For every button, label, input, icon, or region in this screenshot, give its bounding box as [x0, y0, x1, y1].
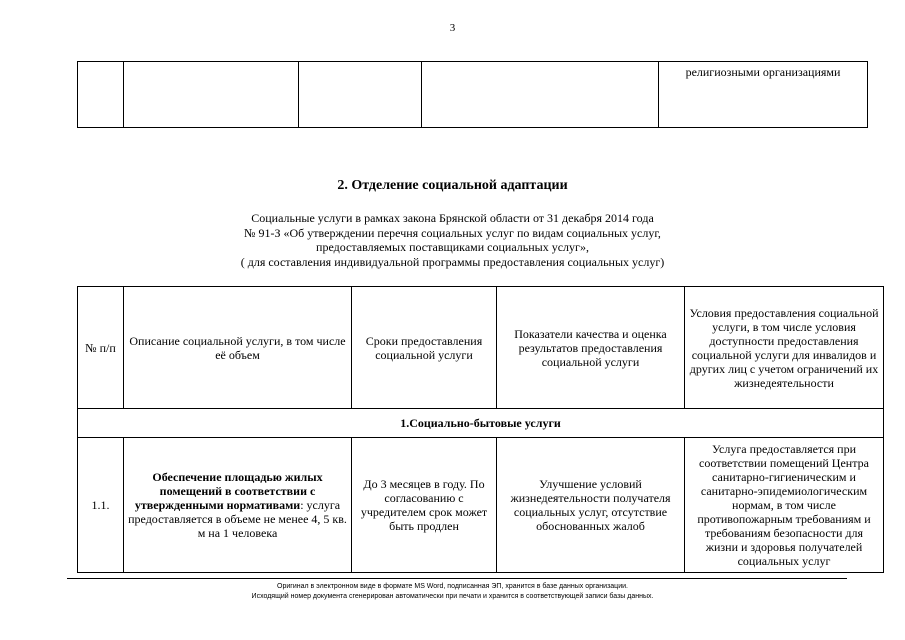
header-num: № п/п	[78, 287, 124, 409]
footer-line-2: Исходящий номер документа сгенерирован автоматически при печати и хранится в соответствующей записи базы данных.	[251, 593, 654, 600]
group-title: 1.Социально-бытовые услуги	[78, 409, 884, 438]
continuation-table	[77, 61, 868, 128]
header-quality: Показатели качества и оценка результатов предоставления социальной услуги	[497, 287, 685, 409]
subtitle	[0, 211, 905, 269]
description-rest: : услуга предоставляется в объеме не менее 4, 5 кв. м на 1 человека	[128, 498, 347, 540]
table-cell	[78, 62, 124, 128]
row-terms: До 3 месяцев в году. По согласованию с учредителем срок может быть продлен	[352, 438, 497, 573]
subtitle-line: Социальные услуги в рамках закона Брянской области от 31 декабря 2014 года	[251, 211, 654, 225]
table-cell	[422, 62, 659, 128]
row-description	[124, 438, 352, 573]
header-terms: Сроки предоставления социальной услуги	[352, 287, 497, 409]
subtitle-line: предоставляемых поставщиками социальных услуг»,	[316, 240, 589, 254]
services-table	[77, 286, 884, 573]
table-cell: религиозными организациями	[659, 62, 868, 128]
table-row	[78, 62, 868, 128]
header-description: Описание социальной услуги, в том числе её объем	[124, 287, 352, 409]
subtitle-line: № 91-З «Об утверждении перечня социальных услуг по видам социальных услуг,	[244, 225, 661, 240]
row-conditions: Услуга предоставляется при соответствии помещений Центра санитарно-гигиеническим и санитарно-эпидемиологическим нормам, в том числе противопожарным требованиям и требованиям безопасности для жизни и здоровья получателей социальных услуг	[685, 438, 884, 573]
footer-line-1: Оригинал в электронном виде в формате MS Word, подписанная ЭП, хранится в базе данных организации.	[277, 583, 628, 590]
table-header-row	[78, 287, 884, 409]
subtitle-line: ( для составления индивидуальной программы предоставления социальных услуг)	[240, 254, 665, 269]
row-quality: Улучшение условий жизнедеятельности получателя социальных услуг, отсутствие обоснованных жалоб	[497, 438, 685, 573]
group-row	[78, 409, 884, 438]
row-num: 1.1.	[78, 438, 124, 573]
table-cell	[299, 62, 422, 128]
description-bold: Обеспечение площадью жилых помещений в соответствии с утвержденными нормативами	[134, 470, 323, 512]
section-title: 2. Отделение социальной адаптации	[337, 178, 568, 193]
table-cell	[124, 62, 299, 128]
footer-divider	[67, 578, 847, 579]
table-row	[78, 438, 884, 573]
page-number: 3	[449, 22, 456, 34]
header-conditions: Условия предоставления социальной услуги, в том числе условия доступности предоставления социальной услуги для инвалидов и других лиц с учетом ограничений их жизнедеятельности	[685, 287, 884, 409]
